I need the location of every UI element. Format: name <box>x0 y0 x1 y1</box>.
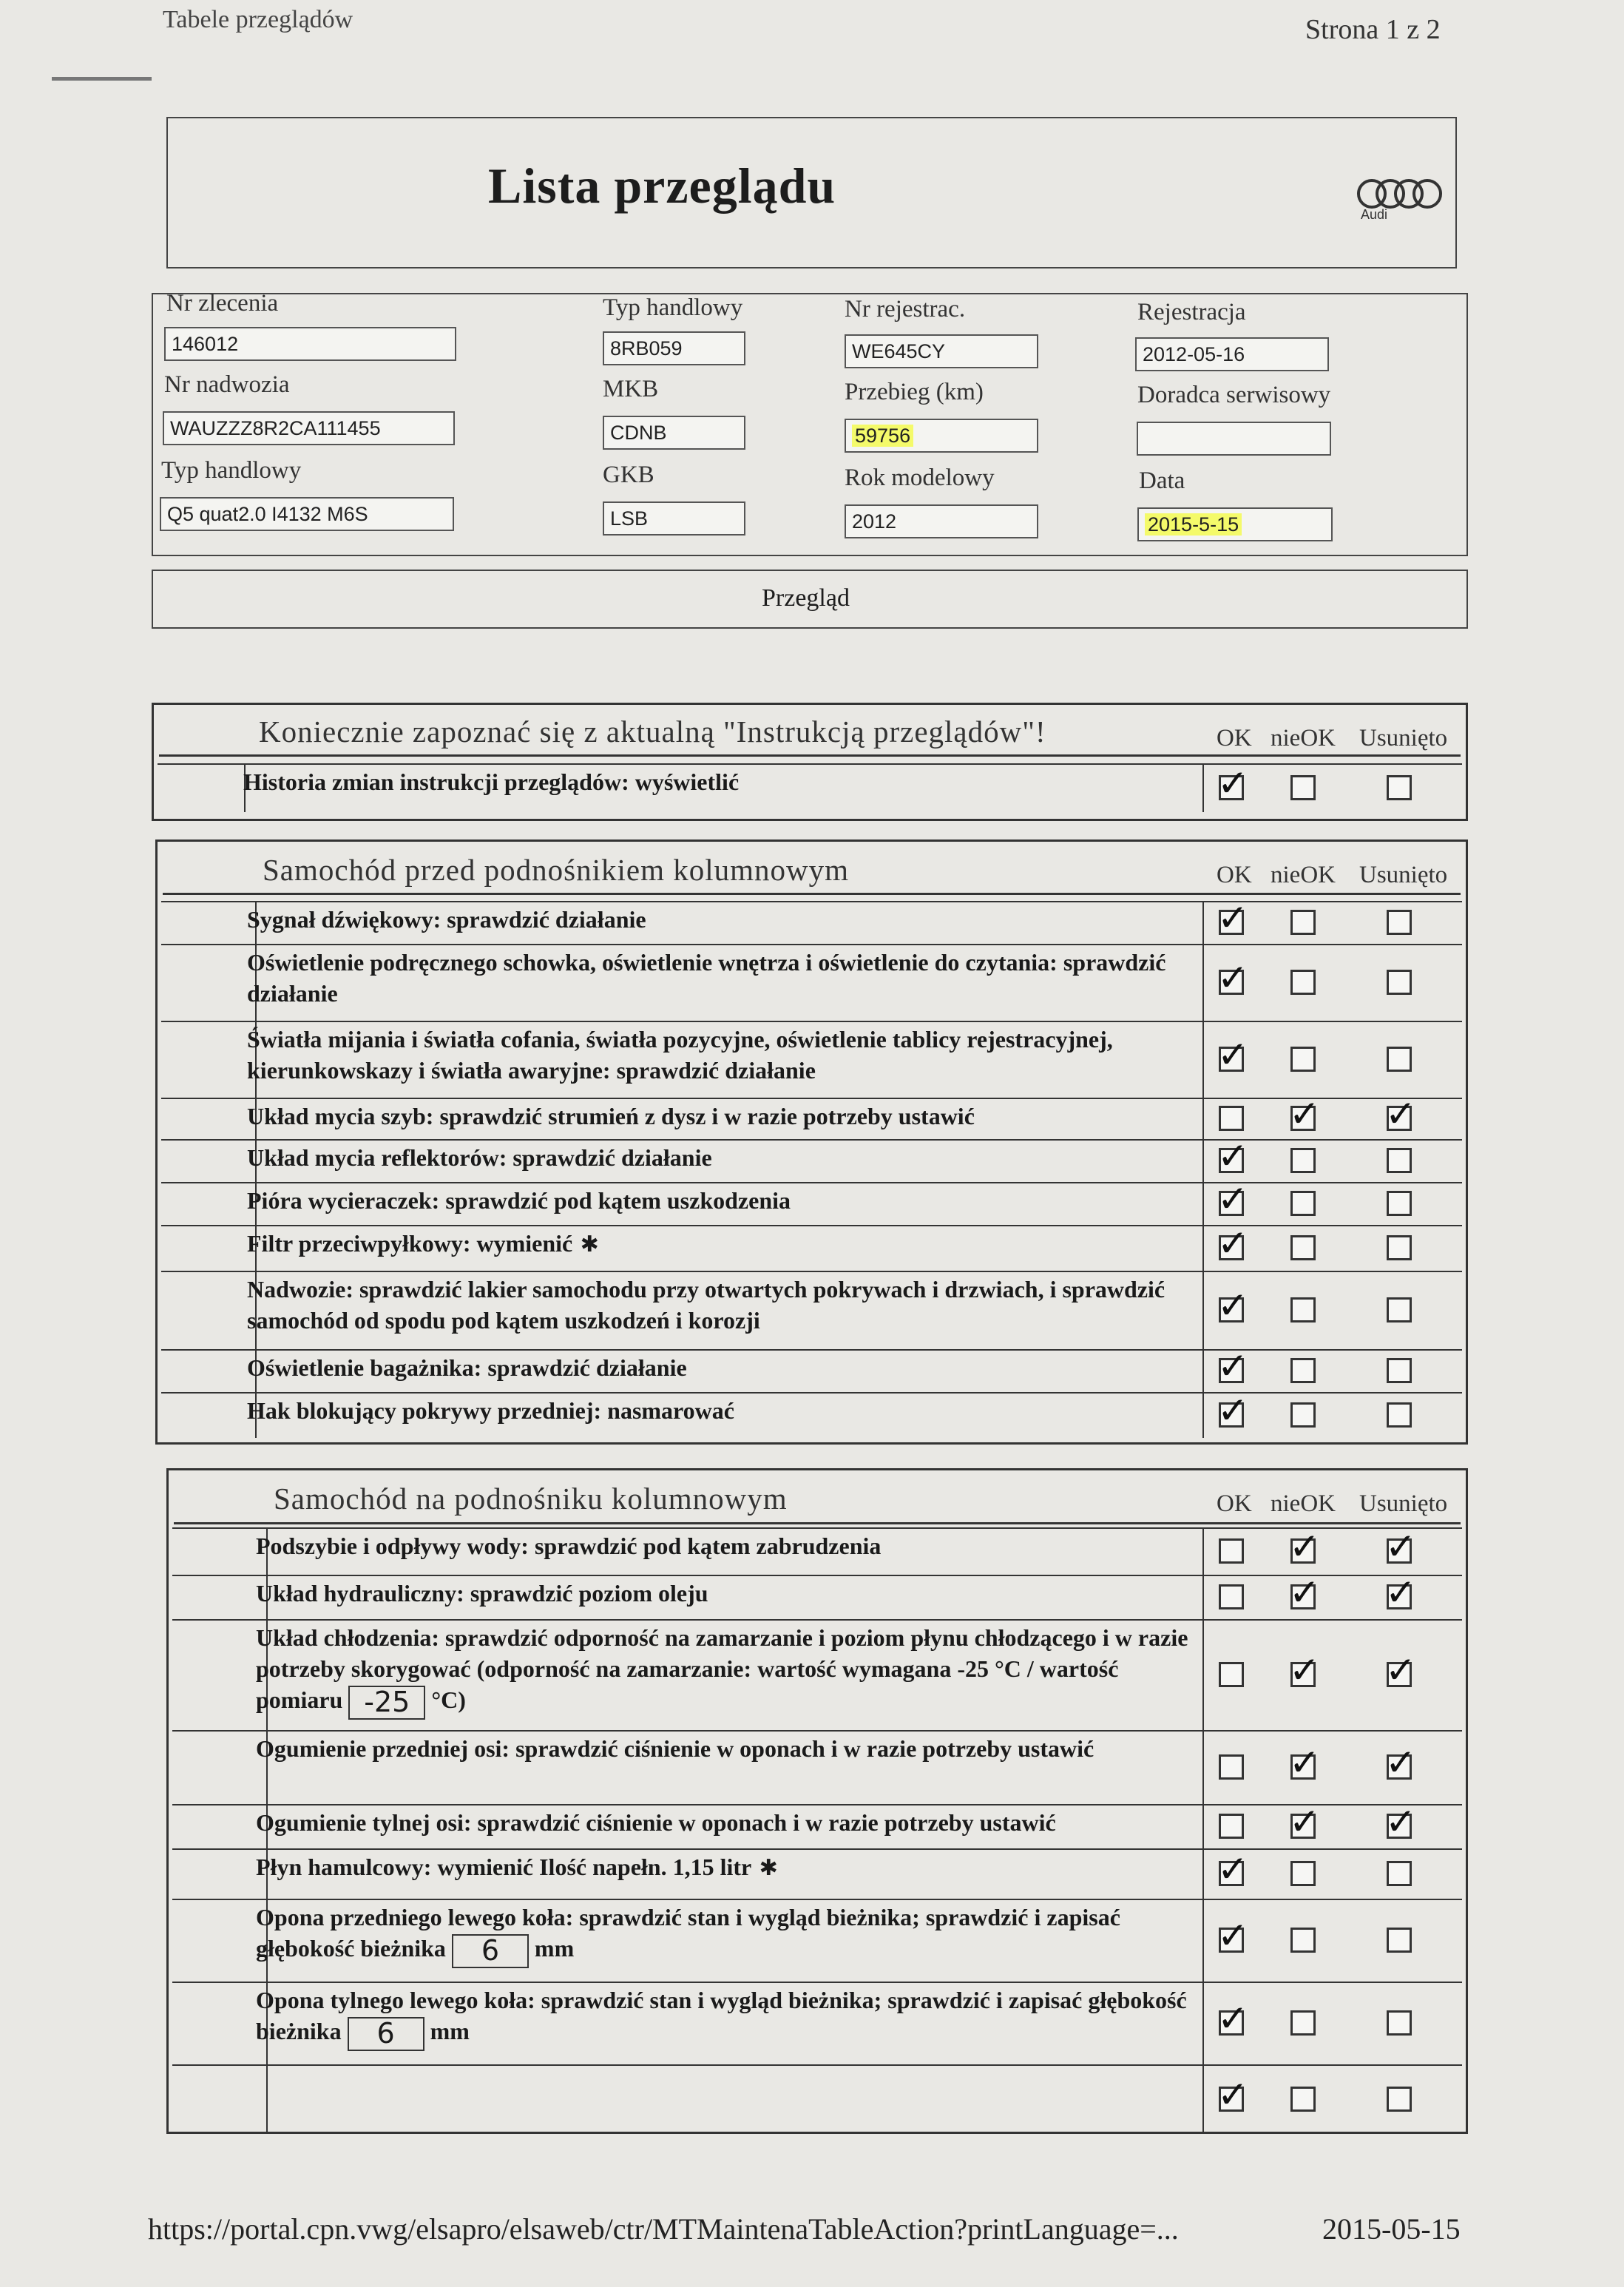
checkbox-nieok[interactable] <box>1290 2010 1316 2036</box>
item-label: Układ mycia reflektorów: sprawdzić działanie <box>247 1144 712 1171</box>
checkbox-nieok[interactable] <box>1290 1358 1316 1383</box>
check-mark-icon: ✓ <box>1385 1800 1416 1843</box>
rok-modelowy-field[interactable]: 2012 <box>845 504 1038 538</box>
gkb-label: GKB <box>603 462 654 488</box>
check-mark-icon: ✓ <box>1217 896 1248 939</box>
item-label: Pióra wycieraczek: sprawdzić pod kątem uszkodzenia <box>247 1187 791 1214</box>
doradca-field[interactable] <box>1137 422 1331 456</box>
nr-zlecenia-field[interactable]: 146012 <box>164 327 456 361</box>
check-mark-icon: ✓ <box>1217 1389 1248 1432</box>
checkbox-nieok[interactable] <box>1290 1297 1316 1322</box>
check-mark-icon: ✓ <box>1289 1649 1320 1692</box>
row-margin-cell <box>164 1225 257 1271</box>
unit-label: mm <box>430 2018 470 2044</box>
checklist-item-text <box>247 1395 1198 1426</box>
rejestracja-field[interactable]: 2012-05-16 <box>1135 337 1329 371</box>
row-margin-cell <box>164 901 257 944</box>
row-margin-cell <box>164 944 257 1021</box>
divider <box>52 77 152 81</box>
gkb-field[interactable]: LSB <box>603 501 745 536</box>
item-label: Opona przedniego lewego koła: sprawdzić stan i wygląd bieżnika; sprawdzić i zapisać głębokość bieżnika <box>256 1904 1120 1962</box>
checkbox-nieok[interactable] <box>1290 910 1316 935</box>
column-header-usunieto: Usunięto <box>1359 862 1448 888</box>
row-text-cell <box>253 2064 1204 2134</box>
mkb-field[interactable]: CDNB <box>603 416 745 450</box>
section-title: Samochód na podnośniku kolumnowym <box>274 1482 788 1516</box>
checkbox-nieok[interactable] <box>1290 1148 1316 1173</box>
przeglad-label: Przegląd <box>762 584 850 612</box>
data-value: 2015-5-15 <box>1145 513 1242 536</box>
checkbox-usunieto[interactable] <box>1387 775 1412 800</box>
column-header-nieok: nieOK <box>1271 1490 1336 1517</box>
check-mark-icon: ✓ <box>1289 1741 1320 1784</box>
unit-label: °C) <box>431 1686 466 1713</box>
checkbox-nieok[interactable] <box>1290 1402 1316 1428</box>
checkbox-usunieto[interactable] <box>1387 1191 1412 1216</box>
checkbox-ok[interactable] <box>1219 1814 1244 1839</box>
check-mark-icon: ✓ <box>1385 1741 1416 1784</box>
checkbox-usunieto[interactable] <box>1387 970 1412 995</box>
row-margin-cell <box>164 1139 257 1182</box>
column-header-ok: OK <box>1217 1490 1252 1517</box>
check-mark-icon: ✓ <box>1217 1284 1248 1327</box>
checklist-item-text <box>247 1352 1198 1383</box>
column-header-usunieto: Usunięto <box>1359 1490 1448 1517</box>
checklist-item-text <box>243 766 1198 797</box>
wrench-info-icon: ✱ <box>751 1855 778 1881</box>
checkbox-usunieto[interactable] <box>1387 1297 1412 1322</box>
wrench-info-icon: ✱ <box>572 1232 599 1257</box>
checkbox-nieok[interactable] <box>1290 1235 1316 1260</box>
check-mark-icon: ✓ <box>1217 1997 1248 2040</box>
checklist-item-text <box>256 1851 1198 1884</box>
przebieg-value: 59756 <box>852 425 913 447</box>
checkbox-ok[interactable] <box>1219 1754 1244 1780</box>
brand-name: Audi <box>1361 207 1388 222</box>
check-mark-icon: ✓ <box>1385 1571 1416 1614</box>
check-mark-icon: ✓ <box>1217 1033 1248 1076</box>
item-label: Układ chłodzenia: sprawdzić odporność na zamarzanie i poziom płynu chłodzącego i w razie potrzeby skorygować (odporność na zamarzanie: wartość wymagana -25 °C / wartość pomiaru <box>256 1624 1188 1713</box>
item-label: Ogumienie tylnej osi: sprawdzić ciśnienie w oponach i w razie potrzeby ustawić <box>256 1809 1056 1836</box>
check-mark-icon: ✓ <box>1385 1525 1416 1568</box>
checklist-item-text <box>247 904 1198 935</box>
section-header-rule <box>174 1522 1461 1524</box>
check-mark-icon: ✓ <box>1217 956 1248 999</box>
row-margin-cell <box>164 1349 257 1392</box>
checklist-item-text <box>256 1622 1198 1720</box>
check-mark-icon: ✓ <box>1217 1848 1248 1891</box>
data-label: Data <box>1139 467 1185 494</box>
footer-date: 2015-05-15 <box>1322 2212 1461 2246</box>
section-header-rule <box>163 893 1461 895</box>
checklist-item-text <box>256 1578 1198 1609</box>
item-label: Oświetlenie podręcznego schowka, oświetlenie wnętrza i oświetlenie do czytania: sprawdzić działanie <box>247 949 1166 1007</box>
row-margin-cell <box>164 1182 257 1225</box>
footer-url: https://portal.cpn.vwg/elsapro/elsaweb/ctr/MTMaintenaTableAction?printLanguage=... <box>148 2212 1179 2246</box>
checkbox-usunieto[interactable] <box>1387 1402 1412 1428</box>
checklist-item-text <box>247 1024 1198 1086</box>
checklist-item-text <box>256 1530 1198 1561</box>
column-header-ok: OK <box>1217 862 1252 888</box>
section-title: Koniecznie zapoznać się z aktualną "Instrukcją przeglądów"! <box>259 715 1046 749</box>
row-margin-cell <box>164 1271 257 1349</box>
section-header-rule <box>159 754 1461 757</box>
item-label: Układ mycia szyb: sprawdzić strumień z dysz i w razie potrzeby ustawić <box>247 1103 975 1129</box>
check-mark-icon: ✓ <box>1217 2073 1248 2116</box>
checklist-item-text <box>256 1807 1198 1838</box>
page-number: Strona 1 z 2 <box>1305 14 1441 45</box>
nr-nadwozia-label: Nr nadwozia <box>164 371 290 398</box>
item-label: Płyn hamulcowy: wymienić Ilość napełn. 1,15 litr <box>256 1854 752 1880</box>
checkbox-nieok[interactable] <box>1290 1928 1316 1953</box>
checkbox-usunieto[interactable] <box>1387 1235 1412 1260</box>
nr-rejestrac-field[interactable]: WE645CY <box>845 334 1038 368</box>
checkbox-usunieto[interactable] <box>1387 1861 1412 1886</box>
measurement-input[interactable]: -25 <box>348 1686 425 1720</box>
item-label: Historia zmian instrukcji przeglądów: wyświetlić <box>243 768 740 795</box>
checklist-item-text <box>256 1902 1198 1968</box>
item-label: Filtr przeciwpyłkowy: wymienić <box>247 1230 573 1257</box>
typ-handlowy-label: Typ handlowy <box>161 457 302 484</box>
nr-rejestrac-label: Nr rejestrac. <box>845 296 966 322</box>
item-label: Hak blokujący pokrywy przedniej: nasmarować <box>247 1397 734 1424</box>
item-label: Sygnał dźwiękowy: sprawdzić działanie <box>247 906 646 933</box>
checkbox-ok[interactable] <box>1219 1584 1244 1609</box>
row-margin-cell <box>164 1021 257 1098</box>
check-mark-icon: ✓ <box>1217 1222 1248 1265</box>
checkbox-usunieto[interactable] <box>1387 1148 1412 1173</box>
checkbox-ok[interactable] <box>1219 1662 1244 1687</box>
item-label: Światła mijania i światła cofania, światła pozycyjne, oświetlenie tablicy rejestracyjnej, kierunkowskazy i światła awaryjne: sprawdzić działanie <box>247 1026 1113 1084</box>
item-label: Oświetlenie bagażnika: sprawdzić działanie <box>247 1354 687 1381</box>
row-margin-cell <box>164 1098 257 1139</box>
check-mark-icon: ✓ <box>1385 1092 1416 1135</box>
row-margin-cell <box>164 1392 257 1438</box>
rok-modelowy-label: Rok modelowy <box>845 465 995 491</box>
print-header-title: Tabele przeglądów <box>163 6 353 33</box>
check-mark-icon: ✓ <box>1385 1649 1416 1692</box>
checkbox-nieok[interactable] <box>1290 970 1316 995</box>
measurement-input[interactable]: 6 <box>452 1934 529 1968</box>
checklist-item-text <box>247 1274 1198 1336</box>
section-title: Samochód przed podnośnikiem kolumnowym <box>263 853 849 887</box>
check-mark-icon: ✓ <box>1289 1800 1320 1843</box>
item-label: Ogumienie przedniej osi: sprawdzić ciśnienie w oponach i w razie potrzeby ustawić <box>256 1735 1094 1762</box>
mkb-label: MKB <box>603 376 659 402</box>
przebieg-field[interactable] <box>845 419 1038 453</box>
check-mark-icon: ✓ <box>1217 1135 1248 1178</box>
checklist-item-text <box>256 1984 1198 2051</box>
checkbox-usunieto[interactable] <box>1387 1047 1412 1072</box>
checkbox-nieok[interactable] <box>1290 1191 1316 1216</box>
data-field[interactable] <box>1137 507 1333 541</box>
item-label: Układ hydrauliczny: sprawdzić poziom oleju <box>256 1580 708 1607</box>
checkbox-nieok[interactable] <box>1290 1861 1316 1886</box>
check-mark-icon: ✓ <box>1217 1178 1248 1220</box>
checkbox-usunieto[interactable] <box>1387 1358 1412 1383</box>
check-mark-icon: ✓ <box>1289 1092 1320 1135</box>
item-label: Nadwozie: sprawdzić lakier samochodu przy otwartych pokrywach i drzwiach, i sprawdzić samochód od spodu pod kątem uszkodzeń i korozji <box>247 1276 1165 1334</box>
checklist-item-text <box>247 1142 1198 1173</box>
page-title: Lista przeglądu <box>488 158 836 214</box>
check-mark-icon: ✓ <box>1217 762 1248 805</box>
typ-handlowy-2-field[interactable]: 8RB059 <box>603 331 745 365</box>
checklist-item-text <box>247 1185 1198 1216</box>
check-mark-icon: ✓ <box>1289 1525 1320 1568</box>
checkbox-usunieto[interactable] <box>1387 2087 1412 2112</box>
checkbox-usunieto[interactable] <box>1387 910 1412 935</box>
checkbox-usunieto[interactable] <box>1387 1928 1412 1953</box>
checkbox-usunieto[interactable] <box>1387 2010 1412 2036</box>
check-mark-icon: ✓ <box>1217 1914 1248 1957</box>
rejestracja-label: Rejestracja <box>1137 299 1246 325</box>
column-header-ok: OK <box>1217 725 1252 751</box>
checkbox-nieok[interactable] <box>1290 2087 1316 2112</box>
item-label: Podszybie i odpływy wody: sprawdzić pod kątem zabrudzenia <box>256 1533 882 1559</box>
item-label: Opona tylnego lewego koła: sprawdzić stan i wygląd bieżnika; sprawdzić i zapisać głębokość bieżnika <box>256 1987 1187 2044</box>
checklist-item-text <box>247 1101 1198 1132</box>
column-header-nieok: nieOK <box>1271 725 1336 751</box>
unit-label: mm <box>534 1935 575 1962</box>
nr-nadwozia-field[interactable]: WAUZZZ8R2CA111455 <box>163 411 455 445</box>
checkbox-nieok[interactable] <box>1290 1047 1316 1072</box>
check-mark-icon: ✓ <box>1217 1345 1248 1388</box>
typ-handlowy-2-label: Typ handlowy <box>603 294 743 321</box>
row-margin-cell <box>160 763 246 812</box>
checklist-item-text <box>247 1228 1198 1260</box>
checkbox-nieok[interactable] <box>1290 775 1316 800</box>
checkbox-ok[interactable] <box>1219 1106 1244 1131</box>
typ-handlowy-field[interactable]: Q5 quat2.0 I4132 M6S <box>160 497 454 531</box>
column-header-nieok: nieOK <box>1271 862 1336 888</box>
checkbox-ok[interactable] <box>1219 1538 1244 1564</box>
doradca-label: Doradca serwisowy <box>1137 382 1331 408</box>
checklist-item-text <box>247 947 1198 1009</box>
nr-zlecenia-label: Nr zlecenia <box>166 290 279 317</box>
measurement-input[interactable]: 6 <box>348 2017 424 2051</box>
check-mark-icon: ✓ <box>1289 1571 1320 1614</box>
przebieg-label: Przebieg (km) <box>845 379 984 405</box>
checklist-item-text <box>256 1733 1198 1764</box>
column-header-usunieto: Usunięto <box>1359 725 1448 751</box>
